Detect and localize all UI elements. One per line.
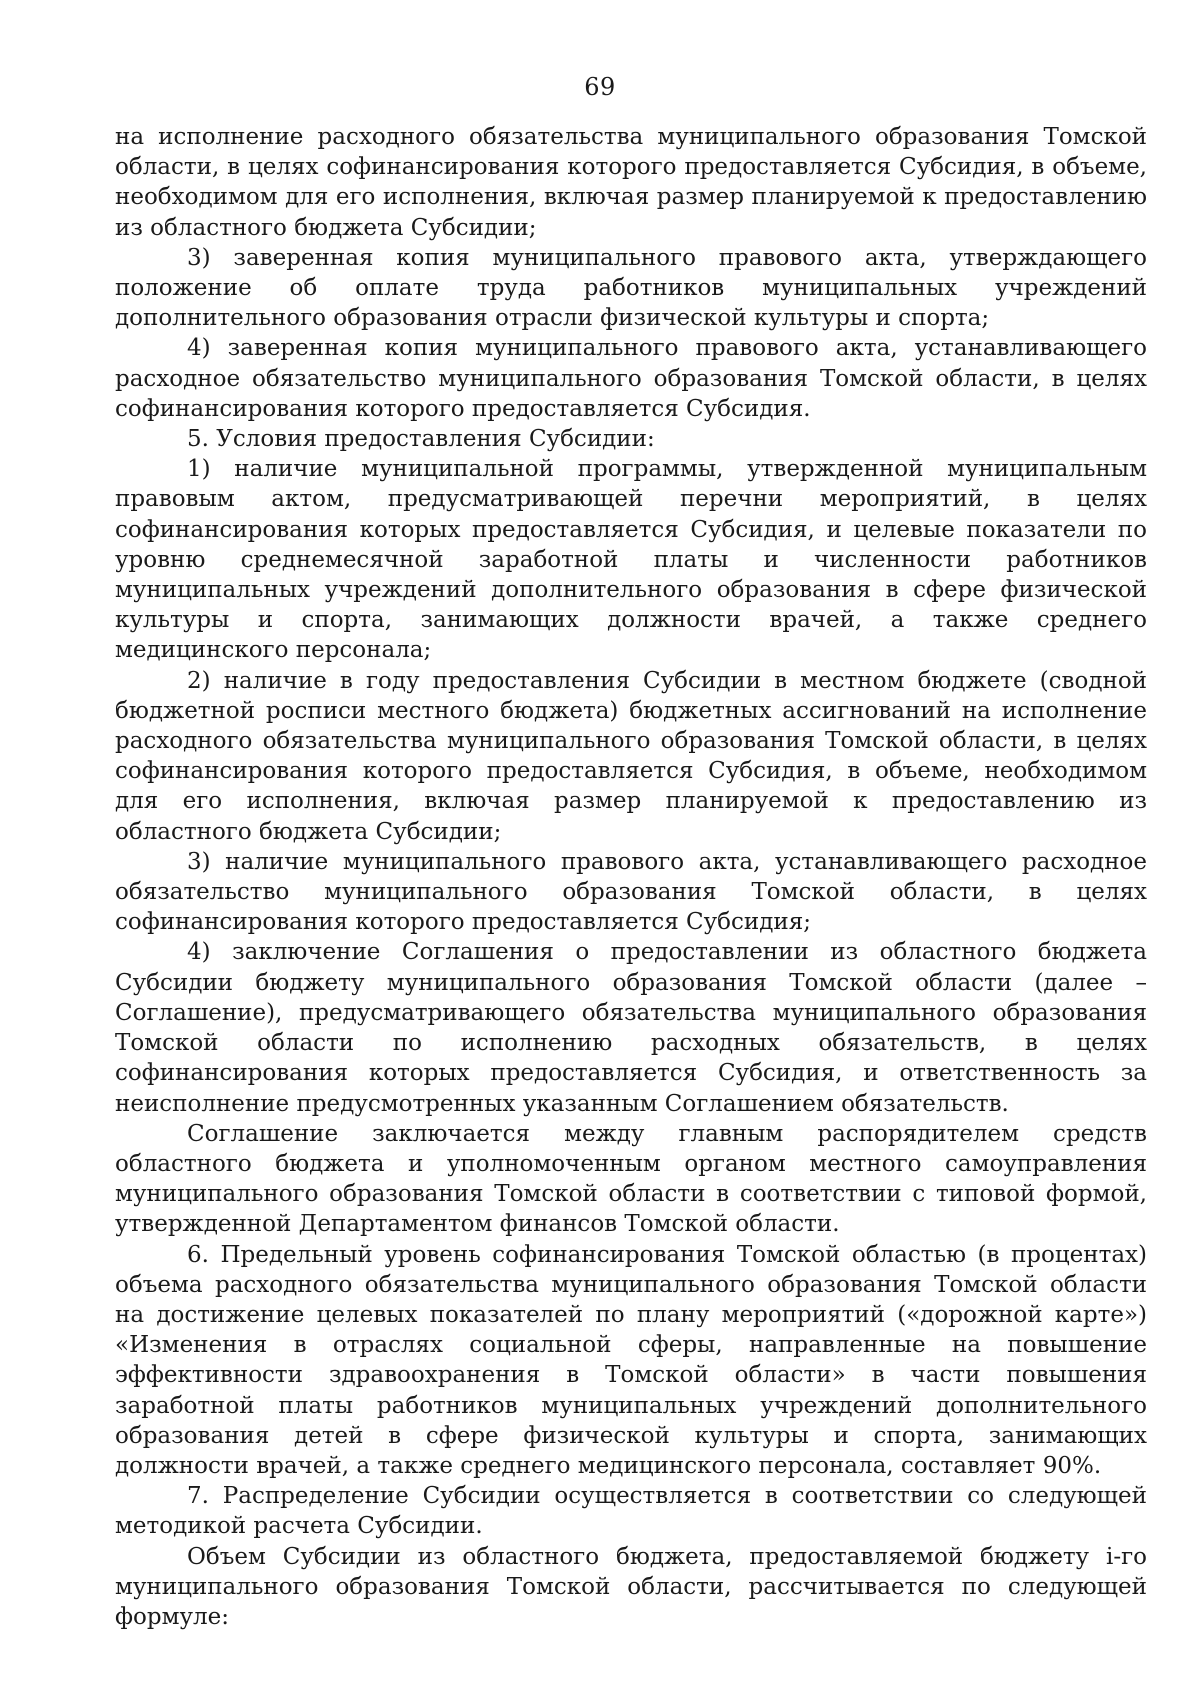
paragraph: 2) наличие в году предоставления Субсидии в местном бюджете (сводной бюджетной росписи местного бюджета) бюджетных ассигнований на исполнение расходного обязательства муниципального образования Томской области, в целях софинансирования которого предоставляется Субсидия, в объеме, необходимом для его исполнения, включая размер планируемой к предоставлению из областного бюджета Субсидии;	[115, 667, 1147, 845]
paragraph: Соглашение заключается между главным распорядителем средств областного бюджета и уполномоченным органом местного самоуправления муниципального образования Томской области в соответствии с типовой формой, утвержденной Департаментом финансов Томской области.	[115, 1120, 1147, 1238]
paragraph: 6. Предельный уровень софинансирования Томской областью (в процентах) объема расходного обязательства муниципального образования Томской области на достижение целевых показателей по плану мероприятий («дорожной карте») «Изменения в отраслях социальной сферы, направленные на повышение эффективности здравоохранения в Томской области» в части повышения заработной платы работников муниципальных учреждений дополнительного образования детей в сфере физической культуры и спорта, занимающих должности врачей, а также среднего медицинского персонала, составляет 90%.	[115, 1241, 1147, 1479]
paragraph: 7. Распределение Субсидии осуществляется в соответствии со следующей методикой расчета Субсидии.	[115, 1483, 1147, 1540]
paragraph: Объем Субсидии из областного бюджета, предоставляемой бюджету i-го муниципального образования Томской области, рассчитывается по следующей формуле:	[115, 1543, 1147, 1630]
section-heading: 5. Условия предоставления Субсидии:	[187, 426, 655, 453]
paragraph: 3) наличие муниципального правового акта, устанавливающего расходное обязательство муниципального образования Томской области, в целях софинансирования которого предоставляется Субсидия;	[115, 848, 1147, 936]
paragraph: 4) заверенная копия муниципального правового акта, устанавливающего расходное обязательство муниципального образования Томской области, в целях софинансирования которого предоставляется Субсидия.	[115, 335, 1147, 422]
paragraph: 1) наличие муниципальной программы, утвержденной муниципальным правовым актом, предусматривающей перечни мероприятий, в целях софинансирования которых предоставляется Субсидия, и целевые показатели по уровню среднемесячной заработной платы и численности работников муниципальных учреждений дополнительного образования в сфере физической культуры и спорта, занимающих должности врачей, а также среднего медицинского персонала;	[115, 456, 1147, 664]
page-number: 69	[584, 73, 616, 101]
paragraph: 3) заверенная копия муниципального правового акта, утверждающего положение об оплате труда работников муниципальных учреждений дополнительного образования отрасли физической культуры и спорта;	[115, 244, 1147, 332]
document-body	[115, 122, 1147, 1632]
paragraph: на исполнение расходного обязательства муниципального образования Томской области, в целях софинансирования которого предоставляется Субсидия, в объеме, необходимом для его исполнения, включая размер планируемой к предоставлению из областного бюджета Субсидии;	[115, 124, 1147, 241]
paragraph: 4) заключение Соглашения о предоставлении из областного бюджета Субсидии бюджету муниципального образования Томской области (далее – Соглашение), предусматривающего обязательства муниципального образования Томской области по исполнению расходных обязательств, в целях софинансирования которых предоставляется Субсидия, и ответственность за неисполнение предусмотренных указанным Соглашением обязательств.	[115, 939, 1147, 1117]
